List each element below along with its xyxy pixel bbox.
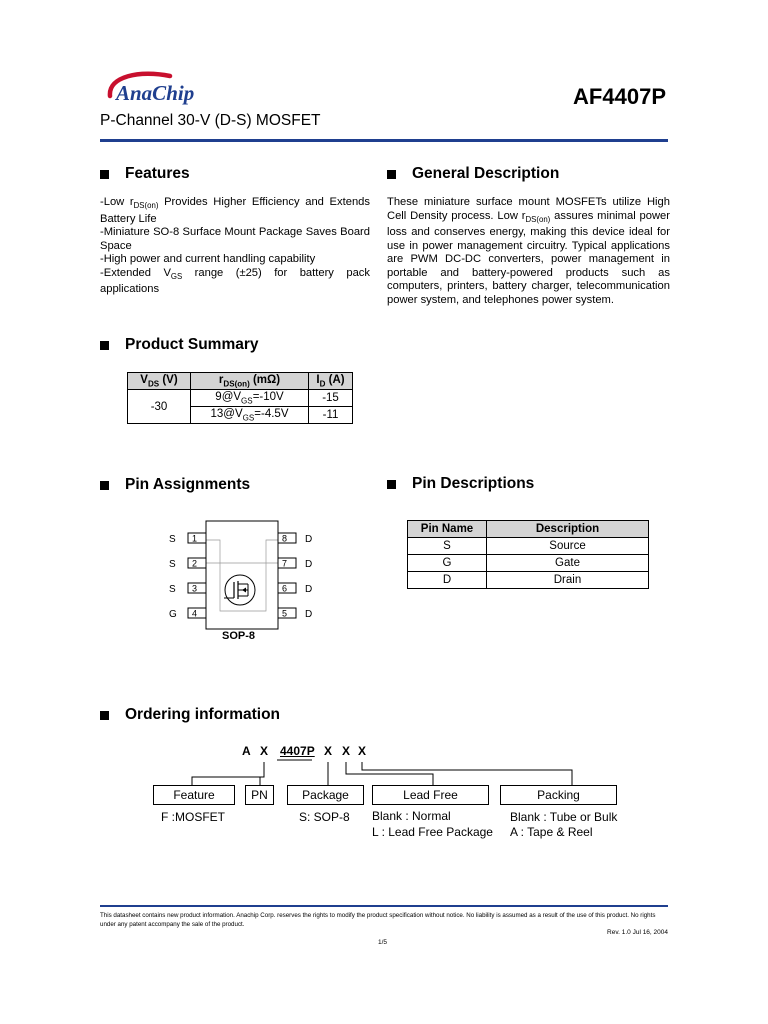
feature-item: -Low $r_{DS(on)}$ Provides Higher Efficiency and Extends Battery Life: [100, 196, 370, 225]
id-value: -15: [309, 390, 353, 407]
table-header-row: [128, 373, 353, 390]
svg-text:AnaChip: AnaChip: [116, 81, 195, 105]
code-char: X: [260, 744, 269, 758]
packing-option-blank: Blank : Tube or Bulk: [510, 810, 618, 824]
col-pin-name: Pin Name: [408, 521, 487, 538]
ordering-box-lead-free: Lead Free: [372, 785, 489, 805]
packing-option-a: A : Tape & Reel: [510, 825, 593, 839]
bullet-square-icon: [100, 341, 109, 350]
pin-label: D: [305, 609, 313, 620]
code-char: X: [342, 744, 351, 758]
pin-number: 3: [192, 583, 198, 594]
pin-number: 4: [192, 608, 198, 619]
pin-name: D: [408, 572, 487, 589]
code-char: X: [324, 744, 333, 758]
page-subtitle: P-Channel 30-V (D-S) MOSFET: [100, 112, 321, 129]
pin-description: Gate: [487, 555, 649, 572]
code-char: A: [242, 744, 251, 758]
general-description-text: These miniature surface mount MOSFETs utilize High Cell Density process. Low $r_{DS(on)}$ assures minimal power loss and conserves energy, making this device ideal for use in power management circuitry. Typical applications are PWM DC-DC converters, power management in portable and battery-powered products such as computers, printers, battery charger, telecommunication power system, and telephones power system.: [387, 196, 670, 306]
features-heading: Features: [100, 165, 190, 183]
pin-descriptions-table: [407, 520, 649, 589]
pin-label: S: [169, 534, 176, 545]
revision-info: Rev. 1.0 Jul 16, 2004: [607, 929, 668, 936]
pin-label: G: [169, 609, 177, 620]
pin-number: 2: [192, 558, 198, 569]
table-row: [408, 572, 649, 589]
general-description-heading: General Description: [387, 165, 559, 183]
product-summary-table: [127, 372, 353, 424]
pin-label: D: [305, 559, 313, 570]
package-label: SOP-8: [222, 630, 256, 642]
col-id: $I_D$ (A): [309, 373, 353, 390]
ordering-box-feature: Feature: [153, 785, 235, 805]
pin-number: 5: [282, 608, 288, 619]
pin-number: 6: [282, 583, 288, 594]
features-list: [100, 196, 370, 297]
feature-option: F :MOSFET: [161, 810, 225, 824]
pin-label: D: [305, 584, 313, 595]
feature-item: -Extended $V_{GS}$ range (±25) for battery pack applications: [100, 266, 370, 296]
pin-label: S: [169, 559, 176, 570]
pin-description: Drain: [487, 572, 649, 589]
lead-free-option-normal: Blank : Normal: [372, 809, 451, 823]
col-rds: $r_{DS(on)}$ (mΩ): [191, 373, 309, 390]
feature-item: -High power and current handling capability: [100, 253, 316, 266]
header-divider: [100, 139, 668, 142]
rds-value: $13@V_{GS}=-4.5V$: [191, 407, 309, 424]
pin-name: S: [408, 538, 487, 555]
rds-value: $9@V_{GS}=-10V$: [191, 390, 309, 407]
bullet-square-icon: [387, 170, 396, 179]
pin-label: S: [169, 584, 176, 595]
lead-free-option-l: L : Lead Free Package: [372, 825, 493, 839]
table-row: [408, 538, 649, 555]
pin-label: D: [305, 534, 313, 545]
id-value: -11: [309, 407, 353, 424]
bullet-square-icon: [387, 480, 396, 489]
pin-description: Source: [487, 538, 649, 555]
vds-value: -30: [128, 390, 191, 424]
footer-disclaimer: This datasheet contains new product information. Anachip Corp. reserves the rights to modify the product specification without notice. No liability is assumed as a result of the use of this product. No rights under any patent accompany the sale of the product.: [100, 912, 656, 928]
col-vds: $V_{DS}$ (V): [128, 373, 191, 390]
bullet-square-icon: [100, 711, 109, 720]
bullet-square-icon: [100, 170, 109, 179]
pin-number: 8: [282, 533, 288, 544]
sop8-pinout-diagram: [168, 518, 318, 640]
table-header-row: [408, 521, 649, 538]
pin-number: 1: [192, 533, 198, 544]
pin-name: G: [408, 555, 487, 572]
pin-assignments-heading: Pin Assignments: [100, 476, 250, 494]
anachip-logo: [100, 66, 224, 112]
col-description: Description: [487, 521, 649, 538]
bullet-square-icon: [100, 481, 109, 490]
package-option: S: SOP-8: [299, 810, 350, 824]
ordering-code-diagram: [150, 744, 630, 844]
ordering-heading: Ordering information: [100, 706, 280, 724]
page-number: 1/5: [378, 939, 388, 946]
ordering-box-pn: PN: [245, 785, 274, 805]
table-row: [408, 555, 649, 572]
product-summary-heading: Product Summary: [100, 336, 259, 354]
pin-number: 7: [282, 558, 288, 569]
ordering-box-package: Package: [287, 785, 364, 805]
part-number: AF4407P: [573, 84, 666, 109]
table-row: [128, 390, 353, 407]
code-pn: 4407P: [280, 744, 315, 758]
pin-descriptions-heading: Pin Descriptions: [387, 475, 534, 493]
feature-item: -Miniature SO-8 Surface Mount Package Saves Board Space: [100, 226, 370, 252]
anachip-logo-icon: [100, 66, 224, 112]
code-char: X: [358, 744, 367, 758]
ordering-box-packing: Packing: [500, 785, 617, 805]
footer-divider: [100, 905, 668, 907]
